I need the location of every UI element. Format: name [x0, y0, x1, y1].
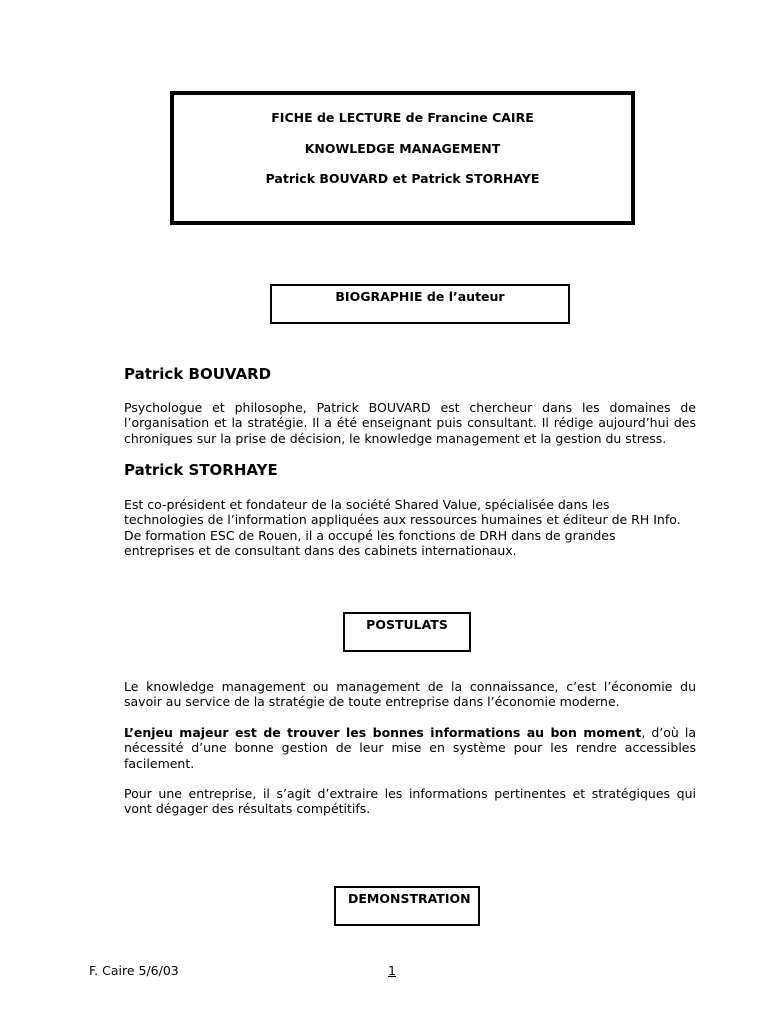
- bio-line: chroniques sur la prise de décision, le knowledge management et la gestion du stress.: [124, 430, 667, 446]
- bio-line: technologies de l’information appliquées aux ressources humaines et éditeur de RH Info.: [124, 512, 681, 528]
- author-bio-bouvard: [124, 400, 696, 446]
- section-heading-label: BIOGRAPHIE de l’auteur: [335, 289, 505, 304]
- paragraph-line: nécessité d’une bonne gestion de leur mise en système pour les rendre accessibles: [124, 740, 696, 756]
- paragraph-line: savoir au service de la stratégie de toute entreprise dans l’économie moderne.: [124, 694, 620, 710]
- postulats-paragraph-1: [124, 679, 696, 710]
- bio-line: Est co-président et fondateur de la société Shared Value, spécialisée dans les: [124, 497, 610, 512]
- postulats-paragraph-3: [124, 786, 696, 817]
- bio-line: De formation ESC de Rouen, il a occupé les fonctions de DRH dans de grandes: [124, 527, 616, 543]
- paragraph-line: facilement.: [124, 755, 195, 771]
- paragraph-line: Pour une entreprise, il s’agit d’extraire les informations pertinentes et stratégiques qui: [124, 786, 696, 801]
- author-bio-storhaye: [124, 497, 696, 559]
- paragraph-line: [124, 725, 696, 740]
- document-title: FICHE de LECTURE de Francine CAIRE: [271, 110, 534, 125]
- paragraph-line-tail: , d’où la: [641, 725, 696, 740]
- section-heading-demonstration: [334, 886, 480, 926]
- author-name-storhaye: Patrick STORHAYE: [124, 461, 278, 479]
- bio-line: Psychologue et philosophe, Patrick BOUVARD est chercheur dans les domaines de: [124, 400, 696, 415]
- title-box: [170, 91, 635, 225]
- paragraph-line: Le knowledge management ou management de la connaissance, c’est l’économie du: [124, 679, 696, 694]
- key-statement: L’enjeu majeur est de trouver les bonnes informations au bon moment: [124, 725, 642, 740]
- book-authors: Patrick BOUVARD et Patrick STORHAYE: [265, 171, 540, 186]
- section-heading-postulats: [343, 612, 471, 652]
- section-heading-label: POSTULATS: [366, 617, 448, 632]
- section-heading-label: DEMONSTRATION: [348, 891, 471, 906]
- author-name-bouvard: Patrick BOUVARD: [124, 365, 272, 383]
- bio-line: entreprises et de consultant dans des cabinets internationaux.: [124, 543, 517, 559]
- postulats-paragraph-2: [124, 725, 696, 771]
- page-number: 1: [388, 963, 396, 978]
- bio-line: l’organisation et la stratégie. Il a été enseignant puis consultant. Il rédige aujourd’hui des: [124, 415, 696, 431]
- paragraph-line: vont dégager des résultats compétitifs.: [124, 801, 371, 817]
- footer-author-date: F. Caire 5/6/03: [89, 963, 179, 978]
- book-title: KNOWLEDGE MANAGEMENT: [304, 141, 501, 156]
- section-heading-biographie: [270, 284, 570, 324]
